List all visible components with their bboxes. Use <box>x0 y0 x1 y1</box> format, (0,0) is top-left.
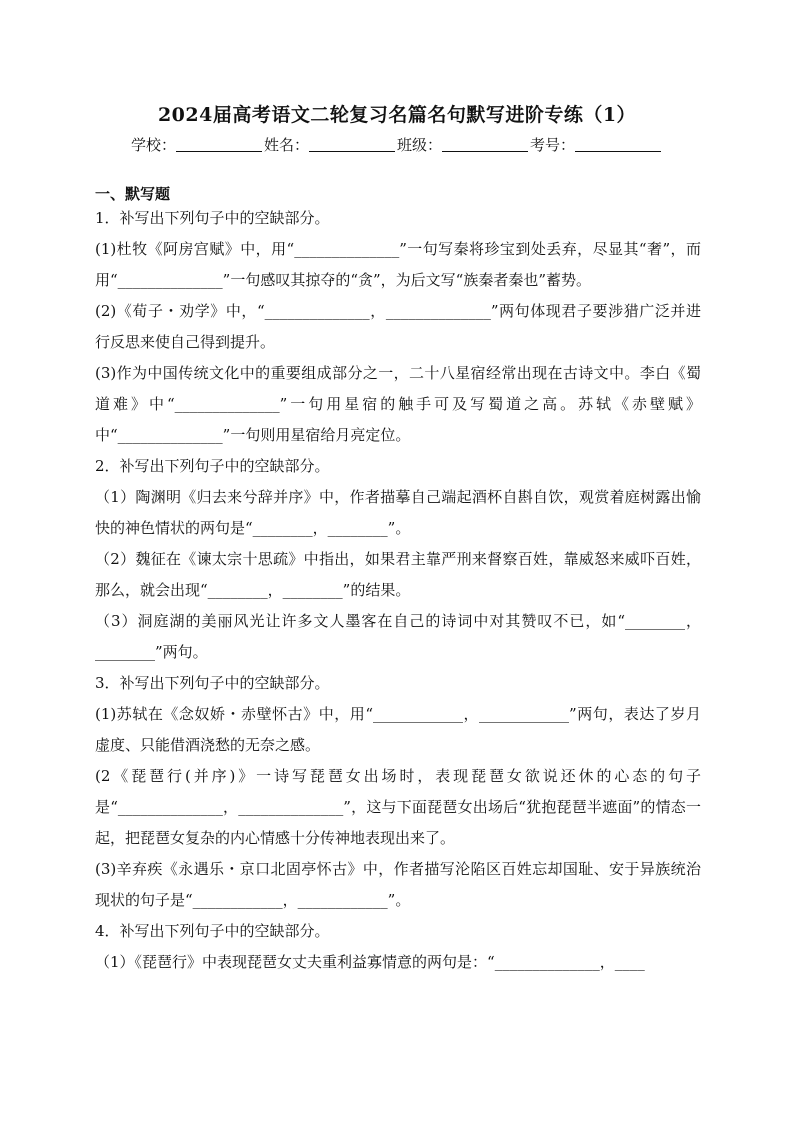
class-label: 班级： <box>397 136 443 154</box>
student-info-line <box>0 134 794 155</box>
number-blank[interactable] <box>575 137 661 152</box>
page-title: 2024届高考语文二轮复习名篇名句默写进阶专练（1） <box>157 104 637 126</box>
school-blank[interactable] <box>176 137 262 152</box>
question-1-item-3: (3)作为中国传统文化中的重要组成部分之一，二十八星宿经常出现在古诗文中。李白《蜀道难》中“______________”一句用星宿的触手可及写蜀道之高。苏轼《赤壁赋》中“______________”一句则用星宿给月亮定位。 <box>95 364 701 444</box>
question-4-heading: 4．补写出下列句子中的空缺部分。 <box>95 922 330 940</box>
question-2-heading: 2．补写出下列句子中的空缺部分。 <box>95 457 330 475</box>
question-3-item-1: (1)苏轼在《念奴娇・赤壁怀古》中，用“____________，____________”两句，表达了岁月虚度、只能借酒浇愁的无奈之感。 <box>95 705 701 754</box>
school-label: 学校： <box>130 136 176 154</box>
question-1-item-2: (2)《荀子・劝学》中，“______________，______________”两句体现君子要涉猎广泛并进行反思来使自己得到提升。 <box>95 302 701 351</box>
name-label: 姓名： <box>263 136 309 154</box>
question-3-heading: 3．补写出下列句子中的空缺部分。 <box>95 674 330 692</box>
section-heading: 一、默写题 <box>95 185 171 203</box>
class-blank[interactable] <box>442 137 528 152</box>
question-3-item-2: (2《琵琶行(并序)》一诗写琵琶女出场时，表现琵琶女欲说还休的心态的句子是“______________，______________”，这与下面琵琶女出场后“犹抱琵琶半遮面”的情态一起，把琵琶女复杂的内心情感十分传神地表现出来了。 <box>95 767 701 847</box>
question-1-heading: 1．补写出下列句子中的空缺部分。 <box>95 209 330 227</box>
number-label: 考号： <box>530 136 576 154</box>
question-2-item-1: （1）陶渊明《归去来兮辞并序》中，作者描摹自己端起酒杯自斟自饮，观赏着庭树露出愉快的神色情状的两句是“________，________”。 <box>95 488 701 537</box>
question-3-item-3: (3)辛弃疾《永遇乐・京口北固亭怀古》中，作者描写沦陷区百姓忘却国耻、安于异族统治现状的句子是“____________，____________”。 <box>95 860 701 909</box>
question-4-item-1: （1）《琵琶行》中表现琵琶女丈夫重利益寡情意的两句是：“______________，____ <box>95 953 645 971</box>
question-content <box>95 203 701 978</box>
question-1-item-1: (1)杜牧《阿房宫赋》中，用“______________”一句写秦将珍宝到处丢弃，尽显其“奢”，而用“______________”一句感叹其掠夺的“贪”，为后文写“族秦者秦也”蓄势。 <box>95 240 701 289</box>
question-2-item-2: （2）魏征在《谏太宗十思疏》中指出，如果君主靠严刑来督察百姓，靠威怒来威吓百姓，那么，就会出现“________，________”的结果。 <box>95 550 701 599</box>
name-blank[interactable] <box>309 137 395 152</box>
question-2-item-3: （3）洞庭湖的美丽风光让许多文人墨客在自己的诗词中对其赞叹不已，如“________，________”两句。 <box>95 612 701 661</box>
